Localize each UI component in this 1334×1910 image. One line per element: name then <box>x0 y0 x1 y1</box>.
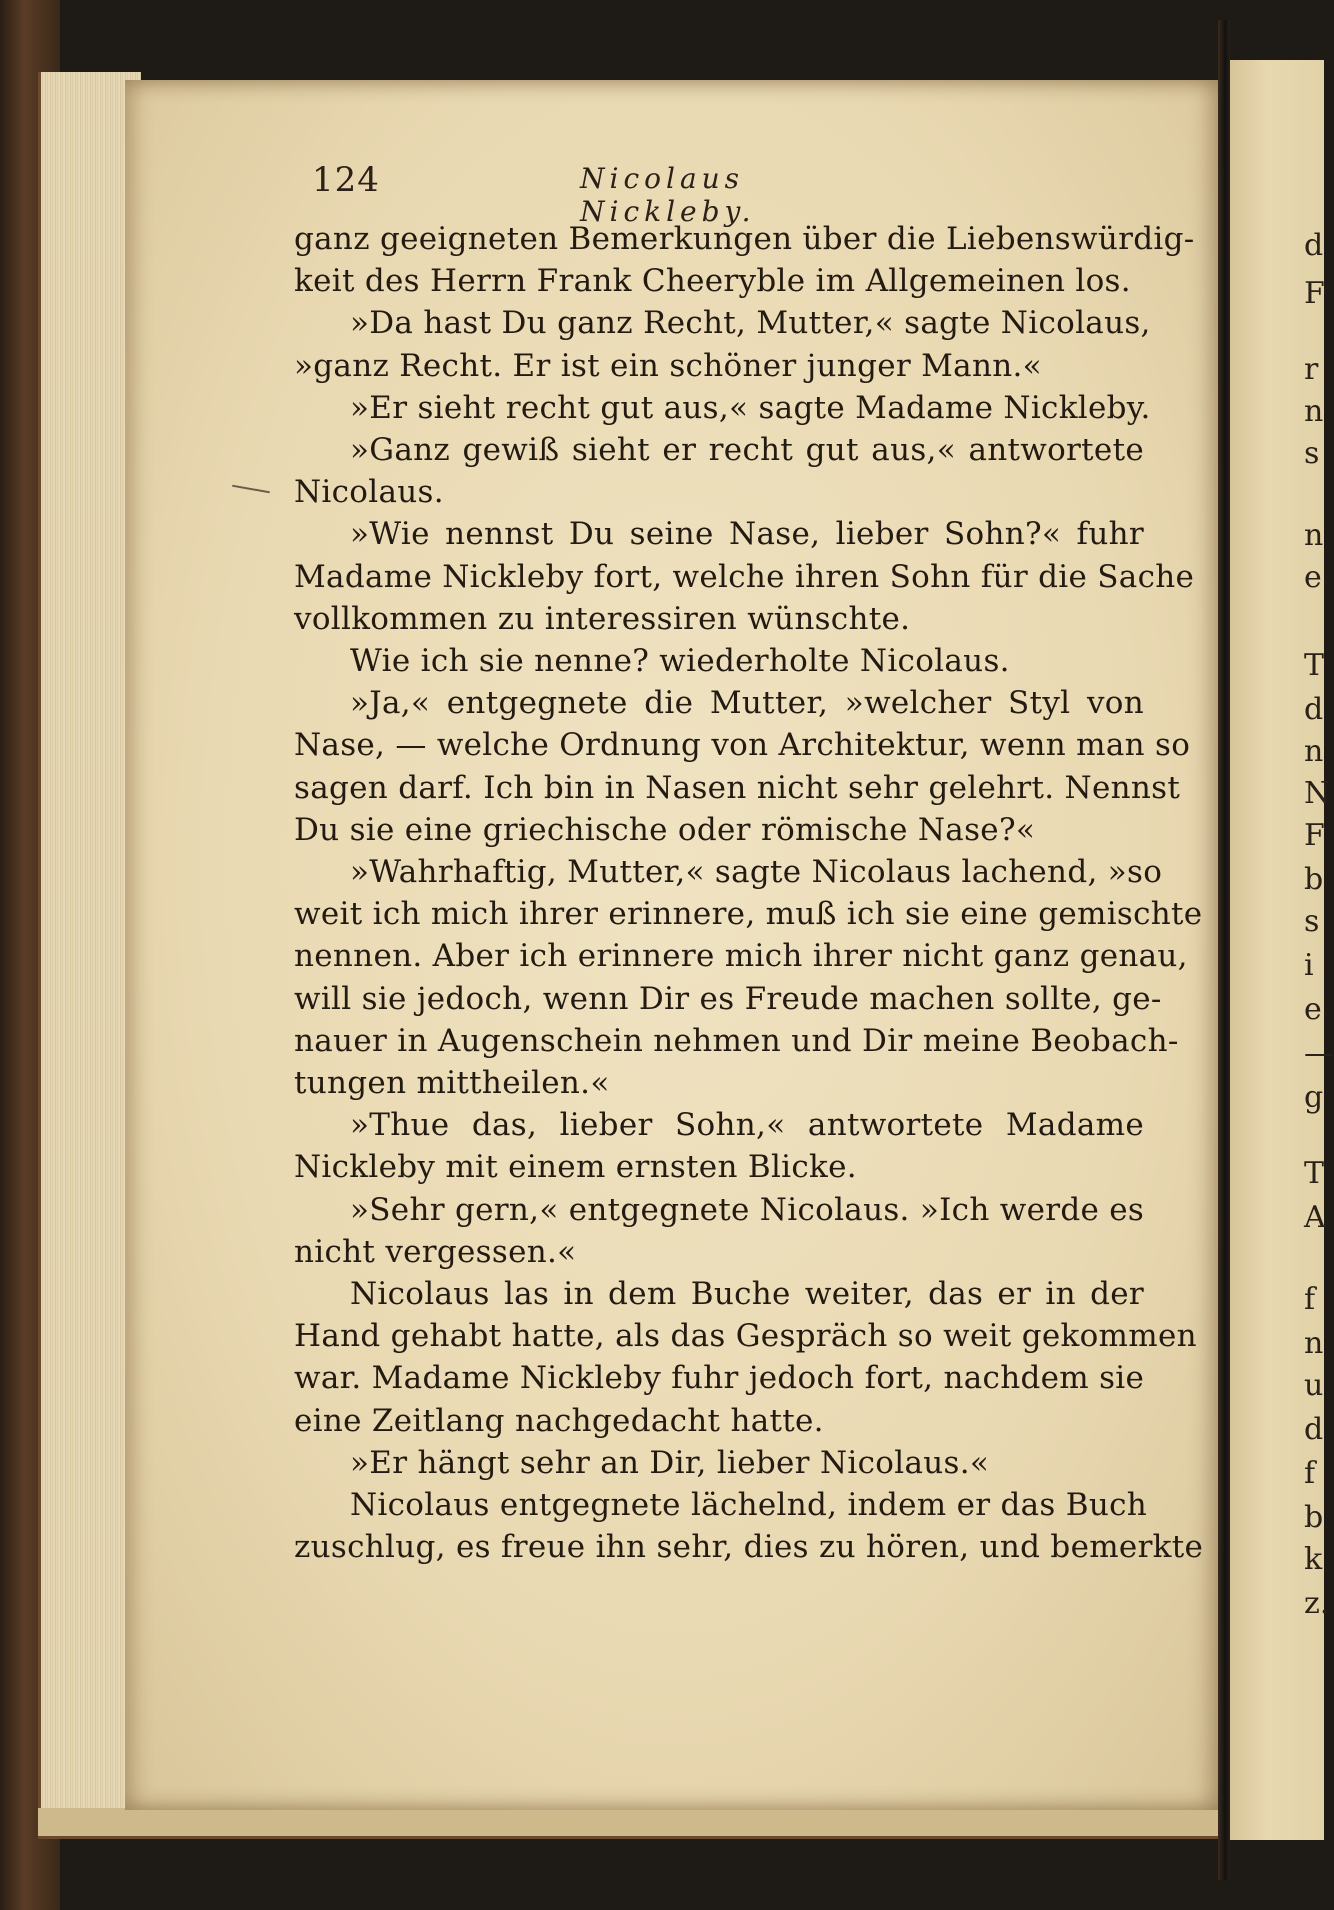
text-line: »Wahrhaftig, Mutter,« sagte Nicolaus lachend, »so <box>350 854 1163 890</box>
page-stack-bottom <box>38 1808 1268 1839</box>
text-line: »Ganz gewiß sieht er recht gut aus,« antwortete <box>350 432 1144 468</box>
text-line: war. Madame Nickleby fuhr jedoch fort, nachdem sie <box>294 1360 1145 1397</box>
text-line: »Da hast Du ganz Recht, Mutter,« sagte Nicolaus, <box>350 305 1151 342</box>
facing-page-fragment: e <box>1304 560 1322 595</box>
facing-page-fragment: n <box>1304 1326 1324 1361</box>
text-line: weit ich mich ihrer erinnere, muß ich sie eine gemischte <box>294 896 1203 933</box>
facing-page-fragment: F <box>1304 276 1325 311</box>
text-line: Nase, — welche Ordnung von Architektur, wenn man so <box>294 727 1191 764</box>
text-line: Nicolaus. <box>294 474 444 511</box>
text-line: Madame Nickleby fort, welche ihren Sohn für die Sache <box>294 558 1195 595</box>
facing-page-fragment: — <box>1304 1036 1334 1071</box>
facing-page-fragment: b <box>1304 862 1324 897</box>
page-number: 124 <box>312 160 380 200</box>
text-line: nauer in Augenschein nehmen und Dir meine Beobach- <box>294 1022 1179 1059</box>
facing-page-fragment: u <box>1304 1368 1324 1403</box>
facing-page-fragment: r <box>1304 352 1319 387</box>
facing-page-fragment: f <box>1304 1282 1316 1317</box>
text-line: »Thue das, lieber Sohn,« antwortete Madame <box>350 1107 1144 1144</box>
text-line: tungen mittheilen.« <box>294 1065 610 1101</box>
text-line: Nicolaus las in dem Buche weiter, das er in der <box>350 1276 1144 1312</box>
facing-page-fragment: e <box>1304 992 1322 1027</box>
text-line: nicht vergessen.« <box>294 1233 577 1270</box>
facing-page-fragment: d <box>1304 228 1324 263</box>
facing-page-fragment: n <box>1304 394 1324 429</box>
text-line: zuschlug, es freue ihn sehr, dies zu hören, und bemerkte <box>294 1529 1204 1566</box>
text-line: Nicolaus entgegnete lächelnd, indem er das Buch <box>350 1487 1148 1523</box>
text-line: vollkommen zu interessiren wünschte. <box>294 600 911 637</box>
text-line: Du sie eine griechische oder römische Nase?« <box>294 811 1036 848</box>
text-line: »Sehr gern,« entgegnete Nicolaus. »Ich werde es <box>350 1191 1145 1228</box>
text-line: »ganz Recht. Er ist ein schöner junger Mann.« <box>294 347 1042 384</box>
running-title: Nicolaus Nickleby. <box>580 162 756 228</box>
facing-page-fragment: F <box>1304 818 1325 853</box>
facing-page-fragment: d <box>1304 692 1324 727</box>
facing-page-fragment: s <box>1304 436 1320 471</box>
page-header <box>312 160 872 228</box>
facing-page-fragment: k <box>1304 1542 1323 1577</box>
facing-page-fragment: b <box>1304 1500 1324 1535</box>
facing-page-fragment: g <box>1304 1080 1324 1115</box>
facing-page-fragment: T <box>1304 648 1325 683</box>
text-line: »Wie nennst Du seine Nase, lieber Sohn?« fuhr <box>350 516 1144 553</box>
facing-page-fragment: A <box>1304 1200 1326 1235</box>
book-gutter <box>1218 20 1230 1880</box>
facing-page-fragment: n <box>1304 734 1324 769</box>
text-line: keit des Herrn Frank Cheeryble im Allgemeinen los. <box>294 263 1131 300</box>
facing-page-fragment: n <box>1304 518 1324 553</box>
text-line: Nickleby mit einem ernsten Blicke. <box>294 1149 857 1186</box>
text-line: Wie ich sie nenne? wiederholte Nicolaus. <box>350 643 1010 679</box>
text-line: »Ja,« entgegnete die Mutter, »welcher Styl von <box>350 685 1144 722</box>
facing-page-fragment: s <box>1304 904 1320 939</box>
text-line: eine Zeitlang nachgedacht hatte. <box>294 1402 824 1439</box>
text-line: sagen darf. Ich bin in Nasen nicht sehr gelehrt. Nennst <box>294 769 1181 806</box>
facing-page-fragment: N <box>1304 776 1331 811</box>
facing-page-fragment: i <box>1304 948 1314 983</box>
facing-page-fragment: T <box>1304 1156 1325 1191</box>
facing-page-fragment: f <box>1304 1456 1316 1491</box>
facing-page-fragment: z. <box>1304 1586 1330 1621</box>
text-line: ganz geeigneten Bemerkungen über die Liebenswürdig- <box>294 221 1195 257</box>
text-line: Hand gehabt hatte, als das Gespräch so weit gekommen <box>294 1318 1197 1355</box>
text-line: nennen. Aber ich erinnere mich ihrer nicht ganz genau, <box>294 938 1188 975</box>
text-line: will sie jedoch, wenn Dir es Freude machen sollte, ge- <box>294 980 1162 1017</box>
facing-page-fragment: d <box>1304 1412 1324 1447</box>
text-line: »Er hängt sehr an Dir, lieber Nicolaus.« <box>350 1444 990 1481</box>
text-line: »Er sieht recht gut aus,« sagte Madame Nickleby. <box>350 389 1151 426</box>
